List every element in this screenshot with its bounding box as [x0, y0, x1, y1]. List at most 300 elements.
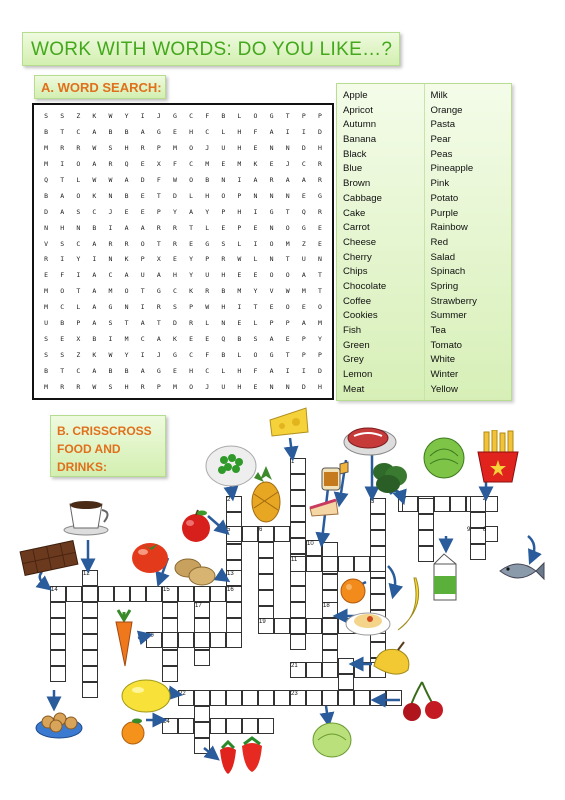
word-search-letter[interactable]: G: [156, 287, 161, 296]
word-search-letter[interactable]: S: [60, 111, 65, 120]
word-search-letter[interactable]: U: [221, 383, 226, 392]
crossword-cell[interactable]: [194, 632, 210, 648]
word-search-letter[interactable]: A: [189, 207, 193, 216]
crossword-cell[interactable]: [82, 586, 98, 602]
crossword-cell[interactable]: [258, 590, 274, 606]
word-search-letter[interactable]: S: [44, 111, 49, 120]
word-search-letter[interactable]: H: [189, 367, 193, 376]
crossword-cell[interactable]: [210, 718, 226, 734]
word-search-letter[interactable]: N: [221, 319, 226, 328]
word-search-letter[interactable]: N: [269, 143, 274, 152]
word-search-letter[interactable]: O: [189, 175, 193, 184]
word-search-letter[interactable]: T: [124, 319, 129, 328]
crossword-cell[interactable]: [258, 558, 274, 574]
word-search-letter[interactable]: W: [108, 175, 113, 184]
word-search-letter[interactable]: R: [189, 319, 193, 328]
word-search-letter[interactable]: M: [172, 143, 177, 152]
word-search-letter[interactable]: Y: [124, 351, 129, 360]
crossword-cell[interactable]: [82, 602, 98, 618]
word-search-letter[interactable]: M: [44, 143, 49, 152]
word-search-letter[interactable]: I: [60, 159, 65, 168]
word-search-letter[interactable]: E: [269, 159, 274, 168]
word-search-grid[interactable]: [32, 103, 334, 400]
word-search-letter[interactable]: H: [237, 383, 242, 392]
word-search-letter[interactable]: A: [124, 271, 129, 280]
word-search-letter[interactable]: P: [140, 255, 145, 264]
word-search-letter[interactable]: I: [253, 207, 258, 216]
word-search-letter[interactable]: P: [156, 383, 161, 392]
word-search-letter[interactable]: I: [92, 255, 97, 264]
word-search-letter[interactable]: H: [205, 191, 210, 200]
word-search-letter[interactable]: A: [285, 175, 290, 184]
word-search-letter[interactable]: Y: [76, 255, 81, 264]
word-search-letter[interactable]: P: [237, 191, 242, 200]
word-search-letter[interactable]: G: [108, 303, 113, 312]
word-search-letter[interactable]: E: [253, 143, 258, 152]
word-search-letter[interactable]: N: [124, 303, 129, 312]
word-search-letter[interactable]: E: [189, 239, 193, 248]
word-search-letter[interactable]: K: [124, 255, 129, 264]
word-search-letter[interactable]: U: [205, 271, 210, 280]
word-search-letter[interactable]: R: [76, 143, 81, 152]
word-search-letter[interactable]: P: [285, 319, 290, 328]
word-search-letter[interactable]: A: [269, 335, 274, 344]
word-search-letter[interactable]: U: [44, 319, 49, 328]
crossword-cell[interactable]: [370, 514, 386, 530]
crossword-cell[interactable]: [306, 690, 322, 706]
word-search-letter[interactable]: T: [285, 351, 290, 360]
word-search-letter[interactable]: M: [124, 335, 129, 344]
word-search-letter[interactable]: K: [92, 111, 97, 120]
word-search-letter[interactable]: E: [189, 335, 193, 344]
crossword-cell[interactable]: [194, 690, 210, 706]
word-search-letter[interactable]: M: [285, 239, 290, 248]
word-search-letter[interactable]: N: [221, 175, 226, 184]
word-search-letter[interactable]: R: [221, 255, 226, 264]
word-search-letter[interactable]: S: [60, 351, 65, 360]
word-search-letter[interactable]: E: [253, 383, 258, 392]
word-search-letter[interactable]: H: [237, 367, 242, 376]
word-search-letter[interactable]: P: [156, 143, 161, 152]
crossword-cell[interactable]: [242, 526, 258, 542]
crossword-cell[interactable]: [322, 662, 338, 678]
word-search-letter[interactable]: E: [140, 191, 145, 200]
crossword-cell[interactable]: [226, 602, 242, 618]
crossword-cell[interactable]: [306, 556, 322, 572]
word-search-letter[interactable]: N: [269, 223, 274, 232]
word-search-letter[interactable]: B: [92, 335, 97, 344]
word-search-letter[interactable]: L: [237, 351, 242, 360]
word-search-letter[interactable]: I: [140, 351, 145, 360]
word-search-letter[interactable]: G: [205, 239, 210, 248]
word-search-letter[interactable]: T: [60, 367, 65, 376]
word-search-letter[interactable]: B: [221, 287, 226, 296]
crossword-cell[interactable]: [370, 530, 386, 546]
word-search-letter[interactable]: A: [269, 127, 274, 136]
word-search-letter[interactable]: W: [172, 175, 177, 184]
word-search-letter[interactable]: O: [76, 159, 81, 168]
word-search-letter[interactable]: P: [317, 111, 322, 120]
word-search-letter[interactable]: F: [60, 271, 65, 280]
word-search-letter[interactable]: B: [60, 319, 65, 328]
word-search-letter[interactable]: S: [108, 319, 113, 328]
word-search-letter[interactable]: A: [92, 239, 97, 248]
word-search-letter[interactable]: N: [285, 383, 290, 392]
crossword-cell[interactable]: [418, 530, 434, 546]
word-search-letter[interactable]: P: [301, 335, 306, 344]
word-search-letter[interactable]: G: [172, 351, 177, 360]
word-search-letter[interactable]: A: [301, 271, 306, 280]
word-search-letter[interactable]: A: [156, 335, 161, 344]
crossword-cell[interactable]: [290, 522, 306, 538]
word-search-letter[interactable]: O: [285, 223, 290, 232]
word-search-letter[interactable]: S: [172, 303, 177, 312]
word-search-letter[interactable]: R: [44, 255, 49, 264]
word-search-letter[interactable]: O: [269, 271, 274, 280]
word-search-letter[interactable]: S: [44, 335, 49, 344]
word-search-letter[interactable]: A: [92, 367, 97, 376]
word-search-letter[interactable]: G: [317, 191, 322, 200]
word-search-letter[interactable]: Y: [253, 287, 258, 296]
crossword-cell[interactable]: [290, 490, 306, 506]
word-search-letter[interactable]: Y: [189, 271, 193, 280]
word-search-letter[interactable]: A: [301, 175, 306, 184]
word-search-letter[interactable]: S: [253, 335, 258, 344]
word-search-letter[interactable]: L: [189, 191, 193, 200]
word-search-letter[interactable]: P: [301, 111, 306, 120]
word-search-letter[interactable]: A: [92, 287, 97, 296]
crossword-cell[interactable]: [290, 618, 306, 634]
word-search-letter[interactable]: R: [317, 175, 322, 184]
crossword-cell[interactable]: [50, 634, 66, 650]
crossword-cell[interactable]: [306, 618, 322, 634]
word-search-letter[interactable]: O: [221, 191, 226, 200]
crossword-cell[interactable]: [322, 618, 338, 634]
word-search-letter[interactable]: E: [140, 159, 145, 168]
word-search-letter[interactable]: G: [269, 351, 274, 360]
word-search-letter[interactable]: P: [76, 319, 81, 328]
word-search-letter[interactable]: J: [108, 207, 113, 216]
word-search-letter[interactable]: Q: [301, 207, 306, 216]
word-search-letter[interactable]: I: [76, 271, 81, 280]
word-search-letter[interactable]: T: [60, 175, 65, 184]
word-search-letter[interactable]: T: [285, 207, 290, 216]
word-search-letter[interactable]: L: [205, 223, 210, 232]
word-search-letter[interactable]: E: [317, 223, 322, 232]
word-search-letter[interactable]: B: [221, 111, 226, 120]
word-search-letter[interactable]: C: [205, 367, 210, 376]
word-search-letter[interactable]: R: [60, 383, 65, 392]
crossword-cell[interactable]: [50, 602, 66, 618]
word-search-letter[interactable]: O: [285, 303, 290, 312]
word-search-letter[interactable]: B: [108, 367, 113, 376]
word-search-letter[interactable]: I: [301, 127, 306, 136]
word-search-letter[interactable]: R: [108, 159, 113, 168]
word-search-letter[interactable]: A: [253, 175, 258, 184]
word-search-letter[interactable]: Y: [317, 335, 322, 344]
word-search-letter[interactable]: K: [92, 351, 97, 360]
word-search-letter[interactable]: O: [317, 303, 322, 312]
word-search-letter[interactable]: H: [237, 207, 242, 216]
crossword-cell[interactable]: [50, 650, 66, 666]
word-search-letter[interactable]: E: [172, 367, 177, 376]
word-search-letter[interactable]: F: [205, 351, 210, 360]
word-search-letter[interactable]: C: [189, 159, 193, 168]
word-search-letter[interactable]: C: [76, 127, 81, 136]
crossword-cell[interactable]: [162, 602, 178, 618]
word-search-letter[interactable]: Y: [172, 207, 177, 216]
crossword-cell[interactable]: [130, 586, 146, 602]
crossword-cell[interactable]: [322, 556, 338, 572]
word-search-letter[interactable]: D: [301, 383, 306, 392]
word-search-letter[interactable]: Q: [221, 335, 226, 344]
word-search-letter[interactable]: W: [92, 175, 97, 184]
word-search-letter[interactable]: P: [237, 223, 242, 232]
word-search-letter[interactable]: S: [44, 351, 49, 360]
word-search-letter[interactable]: B: [221, 351, 226, 360]
word-search-letter[interactable]: E: [301, 303, 306, 312]
word-search-letter[interactable]: G: [156, 127, 161, 136]
crossword-cell[interactable]: [338, 556, 354, 572]
crossword-cell[interactable]: [258, 690, 274, 706]
word-search-letter[interactable]: M: [44, 303, 49, 312]
crossword-cell[interactable]: [50, 618, 66, 634]
word-search-letter[interactable]: S: [221, 239, 226, 248]
word-search-letter[interactable]: T: [156, 191, 161, 200]
word-search-letter[interactable]: A: [140, 367, 145, 376]
word-search-letter[interactable]: A: [60, 207, 65, 216]
word-search-letter[interactable]: H: [317, 383, 322, 392]
crossword-cell[interactable]: [162, 632, 178, 648]
crossword-cell[interactable]: [450, 496, 466, 512]
word-search-letter[interactable]: H: [172, 271, 177, 280]
word-search-letter[interactable]: B: [44, 127, 49, 136]
word-search-letter[interactable]: V: [44, 239, 49, 248]
word-search-letter[interactable]: R: [172, 239, 177, 248]
word-search-letter[interactable]: S: [76, 207, 81, 216]
word-search-letter[interactable]: Z: [76, 351, 81, 360]
crossword-cell[interactable]: [370, 690, 386, 706]
word-search-letter[interactable]: E: [60, 335, 65, 344]
crossword-cell[interactable]: [114, 586, 130, 602]
word-search-letter[interactable]: C: [189, 351, 193, 360]
word-search-letter[interactable]: P: [317, 351, 322, 360]
word-search-letter[interactable]: Z: [301, 239, 306, 248]
word-search-letter[interactable]: C: [76, 239, 81, 248]
word-search-letter[interactable]: N: [76, 223, 81, 232]
word-search-letter[interactable]: J: [285, 159, 290, 168]
crossword-cell[interactable]: [210, 632, 226, 648]
crossword-cell[interactable]: [82, 666, 98, 682]
word-search-letter[interactable]: I: [60, 255, 65, 264]
word-search-letter[interactable]: N: [317, 255, 322, 264]
word-search-letter[interactable]: N: [44, 223, 49, 232]
word-search-letter[interactable]: A: [140, 319, 145, 328]
word-search-letter[interactable]: R: [269, 175, 274, 184]
word-search-letter[interactable]: N: [269, 255, 274, 264]
word-search-letter[interactable]: R: [156, 303, 161, 312]
word-search-letter[interactable]: I: [285, 367, 290, 376]
word-search-letter[interactable]: M: [44, 159, 49, 168]
word-search-letter[interactable]: T: [285, 255, 290, 264]
crossword-cell[interactable]: [322, 634, 338, 650]
crossword-cell[interactable]: [66, 586, 82, 602]
word-search-letter[interactable]: M: [172, 383, 177, 392]
word-search-letter[interactable]: A: [124, 175, 129, 184]
crossword-cell[interactable]: [210, 586, 226, 602]
word-search-letter[interactable]: X: [76, 335, 81, 344]
word-search-letter[interactable]: I: [140, 303, 145, 312]
word-search-letter[interactable]: F: [253, 127, 258, 136]
word-search-letter[interactable]: H: [237, 143, 242, 152]
word-search-letter[interactable]: N: [108, 255, 113, 264]
word-search-letter[interactable]: M: [205, 159, 210, 168]
crossword-cell[interactable]: [470, 512, 486, 528]
word-search-letter[interactable]: D: [172, 191, 177, 200]
word-search-letter[interactable]: C: [108, 271, 113, 280]
word-search-letter[interactable]: C: [301, 159, 306, 168]
word-search-letter[interactable]: R: [60, 143, 65, 152]
word-search-letter[interactable]: A: [140, 127, 145, 136]
crossword-cell[interactable]: [322, 574, 338, 590]
word-search-letter[interactable]: I: [108, 223, 113, 232]
word-search-letter[interactable]: I: [237, 303, 242, 312]
crossword-cell[interactable]: [82, 682, 98, 698]
crossword-cell[interactable]: [418, 498, 434, 514]
word-search-letter[interactable]: C: [189, 111, 193, 120]
word-search-letter[interactable]: C: [140, 335, 145, 344]
word-search-letter[interactable]: X: [156, 159, 161, 168]
word-search-letter[interactable]: E: [140, 207, 145, 216]
word-search-letter[interactable]: Y: [124, 111, 129, 120]
word-search-letter[interactable]: B: [124, 367, 129, 376]
word-search-letter[interactable]: E: [221, 223, 226, 232]
word-search-letter[interactable]: P: [156, 207, 161, 216]
word-search-letter[interactable]: P: [269, 319, 274, 328]
word-search-letter[interactable]: T: [156, 239, 161, 248]
crossword-cell[interactable]: [418, 514, 434, 530]
crossword-cell[interactable]: [82, 618, 98, 634]
word-search-letter[interactable]: H: [189, 127, 193, 136]
word-search-letter[interactable]: W: [285, 287, 290, 296]
word-search-letter[interactable]: C: [92, 207, 97, 216]
word-search-letter[interactable]: B: [44, 191, 49, 200]
word-search-letter[interactable]: L: [237, 239, 242, 248]
word-search-letter[interactable]: R: [205, 287, 210, 296]
word-search-letter[interactable]: P: [301, 351, 306, 360]
crossword-cell[interactable]: [242, 718, 258, 734]
word-search-letter[interactable]: E: [269, 303, 274, 312]
word-search-letter[interactable]: E: [44, 271, 49, 280]
crossword-cell[interactable]: [338, 690, 354, 706]
word-search-letter[interactable]: T: [60, 127, 65, 136]
word-search-letter[interactable]: S: [108, 383, 113, 392]
crossword-cell[interactable]: [354, 556, 370, 572]
word-search-letter[interactable]: O: [269, 239, 274, 248]
word-search-letter[interactable]: H: [124, 143, 129, 152]
word-search-letter[interactable]: L: [76, 303, 81, 312]
word-search-letter[interactable]: L: [221, 127, 226, 136]
word-search-letter[interactable]: V: [269, 287, 274, 296]
crossword-cell[interactable]: [226, 718, 242, 734]
word-search-letter[interactable]: I: [253, 239, 258, 248]
word-search-letter[interactable]: B: [205, 175, 210, 184]
word-search-letter[interactable]: R: [172, 223, 177, 232]
word-search-letter[interactable]: I: [108, 335, 113, 344]
word-search-letter[interactable]: E: [221, 159, 226, 168]
word-search-letter[interactable]: C: [205, 127, 210, 136]
word-search-letter[interactable]: E: [301, 191, 306, 200]
word-search-letter[interactable]: W: [108, 111, 113, 120]
word-search-letter[interactable]: A: [124, 223, 129, 232]
word-search-letter[interactable]: Y: [189, 255, 193, 264]
crossword-cell[interactable]: [290, 506, 306, 522]
word-search-letter[interactable]: E: [124, 207, 129, 216]
word-search-letter[interactable]: D: [317, 367, 322, 376]
word-search-letter[interactable]: O: [253, 351, 258, 360]
crossword-cell[interactable]: [82, 634, 98, 650]
word-search-letter[interactable]: J: [156, 351, 161, 360]
word-search-letter[interactable]: R: [140, 143, 145, 152]
word-search-letter[interactable]: J: [156, 111, 161, 120]
word-search-letter[interactable]: J: [205, 143, 210, 152]
crossword-cell[interactable]: [306, 662, 322, 678]
word-search-letter[interactable]: O: [60, 287, 65, 296]
word-search-letter[interactable]: A: [140, 223, 145, 232]
crossword-cell[interactable]: [194, 738, 210, 754]
crossword-cell[interactable]: [226, 632, 242, 648]
crossword-cell[interactable]: [194, 722, 210, 738]
word-search-letter[interactable]: A: [92, 159, 97, 168]
word-search-letter[interactable]: K: [92, 191, 97, 200]
word-search-letter[interactable]: A: [92, 127, 97, 136]
word-search-letter[interactable]: S: [108, 143, 113, 152]
word-search-letter[interactable]: O: [140, 239, 145, 248]
word-search-letter[interactable]: A: [301, 319, 306, 328]
word-search-letter[interactable]: C: [60, 303, 65, 312]
crossword-cell[interactable]: [178, 586, 194, 602]
crossword-cell[interactable]: [178, 718, 194, 734]
crossword-cell[interactable]: [370, 556, 386, 572]
crossword-cell[interactable]: [338, 658, 354, 674]
crossword-cell[interactable]: [82, 650, 98, 666]
word-search-letter[interactable]: L: [76, 175, 81, 184]
word-search-letter[interactable]: L: [221, 367, 226, 376]
word-search-letter[interactable]: H: [221, 303, 226, 312]
word-search-letter[interactable]: F: [253, 367, 258, 376]
word-search-letter[interactable]: I: [301, 367, 306, 376]
crossword-cell[interactable]: [194, 586, 210, 602]
word-search-letter[interactable]: N: [269, 383, 274, 392]
crossword-cell[interactable]: [274, 690, 290, 706]
word-search-letter[interactable]: B: [237, 335, 242, 344]
crossword-cell[interactable]: [290, 474, 306, 490]
word-search-letter[interactable]: U: [221, 143, 226, 152]
word-search-letter[interactable]: E: [237, 319, 242, 328]
word-search-letter[interactable]: X: [156, 255, 161, 264]
word-search-letter[interactable]: G: [269, 207, 274, 216]
word-search-letter[interactable]: B: [92, 223, 97, 232]
crossword-cell[interactable]: [162, 650, 178, 666]
word-search-letter[interactable]: H: [221, 271, 226, 280]
word-search-letter[interactable]: D: [44, 207, 49, 216]
crossword-cell[interactable]: [194, 650, 210, 666]
crossword-cell[interactable]: [470, 544, 486, 560]
word-search-letter[interactable]: T: [317, 271, 322, 280]
word-search-letter[interactable]: E: [205, 335, 210, 344]
word-search-letter[interactable]: N: [253, 191, 258, 200]
word-search-letter[interactable]: N: [108, 191, 113, 200]
